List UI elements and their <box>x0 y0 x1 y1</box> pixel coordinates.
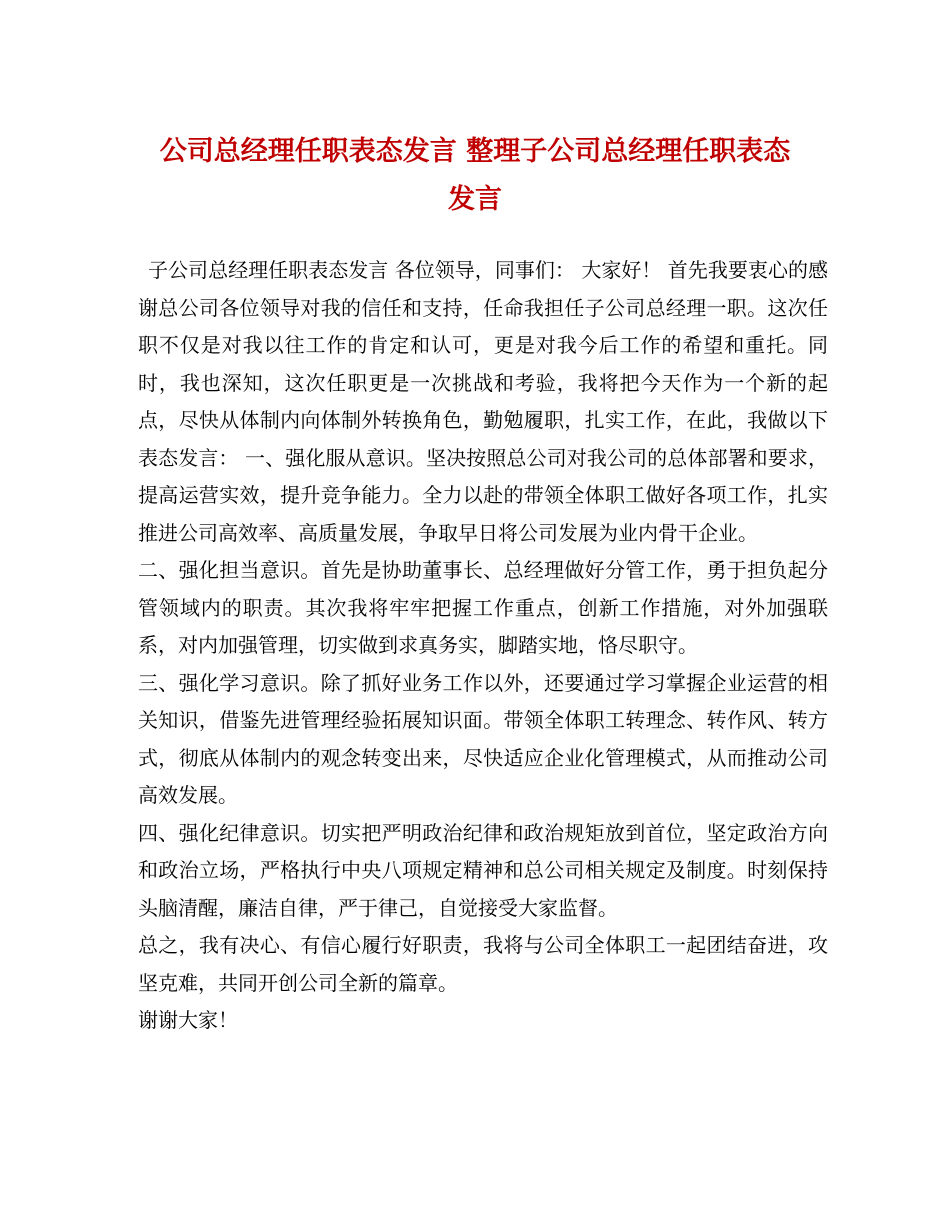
paragraph-thanks: 谢谢大家！ <box>138 1008 238 1032</box>
paragraph-conclusion: 总之，我有决心、有信心履行好职责，我将与公司全体职工一起团结奋进，攻坚克难，共同开创公司全新的篇章。 <box>138 933 828 995</box>
title-line-2: 发言 <box>448 184 502 215</box>
paragraph-discipline: 四、强化纪律意识。切实把严明政治纪律和政治规矩放到首位，坚定政治方向和政治立场，严格执行中央八项规定精神和总公司相关规定及制度。时刻保持头脑清醒，廉洁自律，严于律己，自觉接受大家监督。 <box>138 820 828 920</box>
document-title <box>120 128 830 224</box>
paragraph-learning: 三、强化学习意识。除了抓好业务工作以外，还要通过学习掌握企业运营的相关知识，借鉴先进管理经验拓展知识面。带领全体职工转理念、转作风、转方式，彻底从体制内的观念转变出来，尽快适应企业化管理模式，从而推动公司高效发展。 <box>138 670 828 807</box>
paragraph-opening: 子公司总经理任职表态发言 各位领导，同事们： 大家好！ 首先我要衷心的感谢总公司各位领导对我的信任和支持，任命我担任子公司总经理一职。这次任职不仅是对我以往工作的肯定和认可，更是对我今后工作的希望和重托。同时，我也深知，这次任职更是一次挑战和考验，我将把今天作为一个新的起点，尽快从体制内向体制外转换角色，勤勉履职，扎实工作，在此，我做以下表态发言： 一、强化服从意识。坚决按照总公司对我公司的总体部署和要求，提高运营实效，提升竞争能力。全力以赴的带领全体职工做好各项工作，扎实推进公司高效率、高质量发展，争取早日将公司发展为业内骨干企业。 <box>138 258 828 545</box>
paragraph-responsibility: 二、强化担当意识。首先是协助董事长、总经理做好分管工作，勇于担负起分管领域内的职责。其次我将牢牢把握工作重点，创新工作措施，对外加强联系，对内加强管理，切实做到求真务实，脚踏实地，恪尽职守。 <box>138 558 828 657</box>
title-line-1: 公司总经理任职表态发言 整理子公司总经理任职表态 <box>159 136 791 167</box>
document-body <box>138 252 828 1040</box>
